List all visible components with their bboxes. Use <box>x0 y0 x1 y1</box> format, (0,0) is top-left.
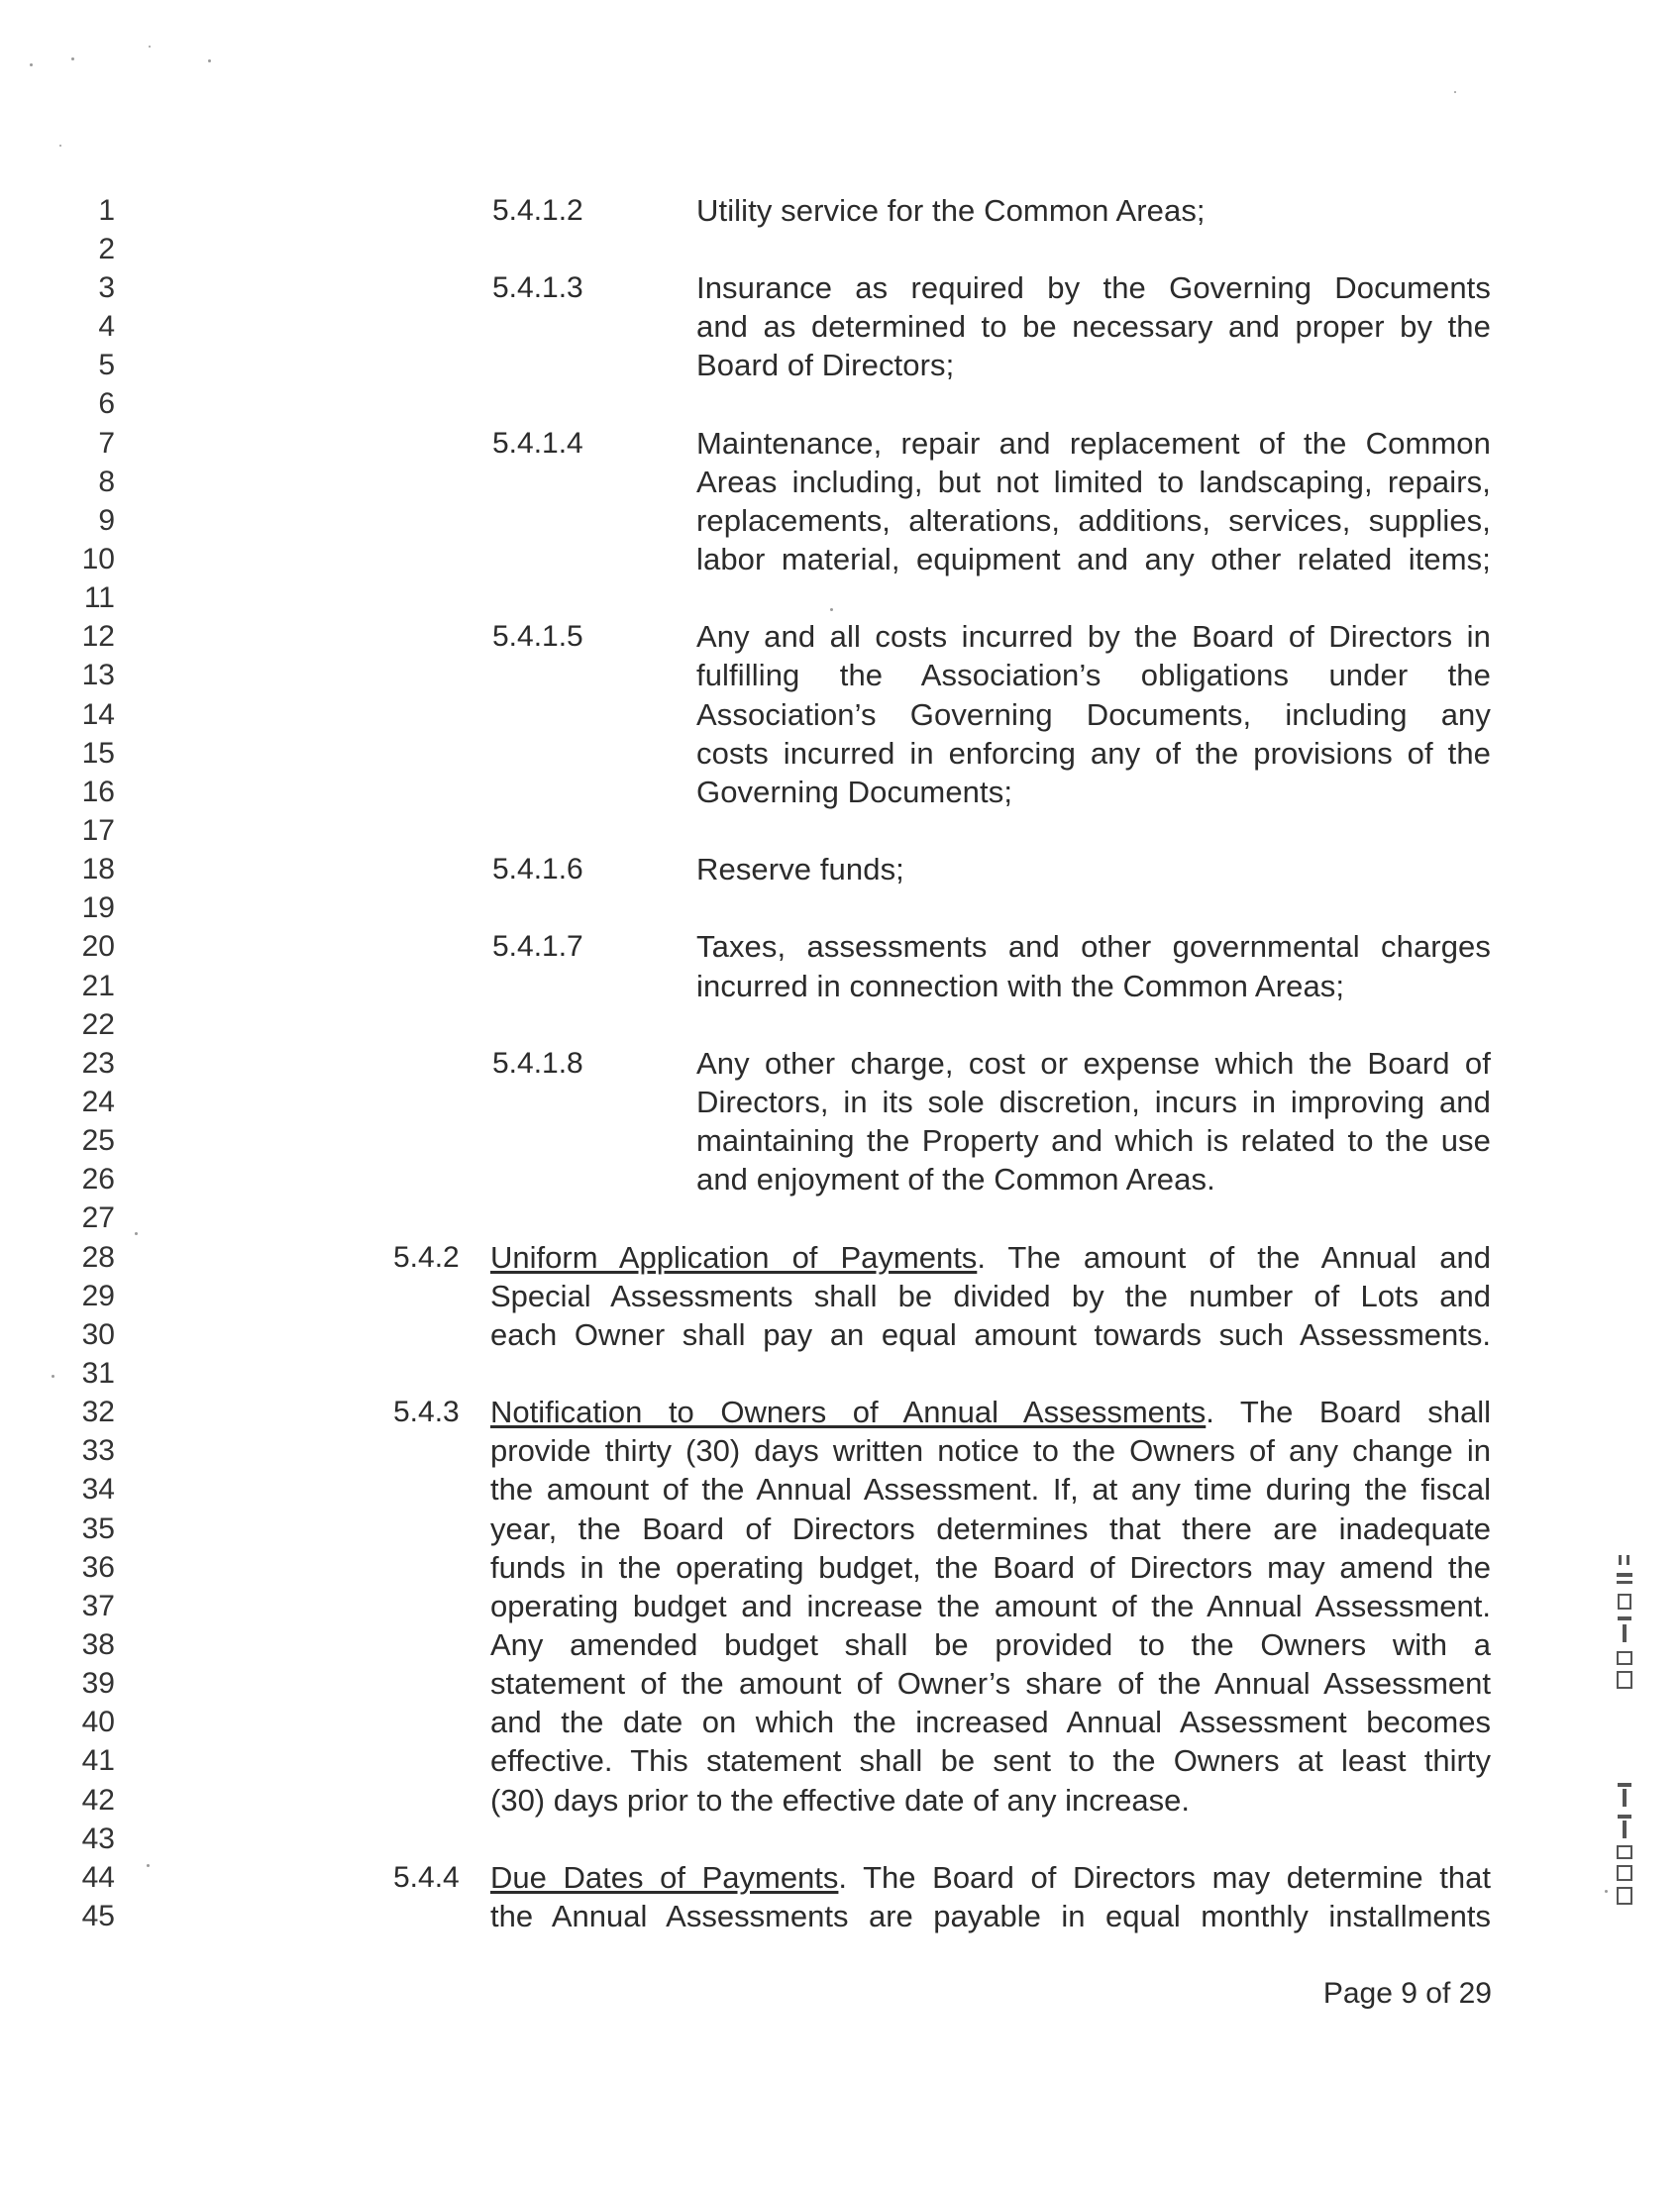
line-number: 40 <box>81 1706 115 1738</box>
line-number: 19 <box>81 891 115 924</box>
line-number: 20 <box>81 930 115 963</box>
line-number: 44 <box>81 1861 115 1894</box>
subitem-text-line: Association’s Governing Documents, including any <box>696 697 1491 732</box>
section-number: 5.4.4 <box>393 1861 460 1894</box>
line-number: 30 <box>81 1318 115 1351</box>
line-number: 8 <box>98 466 115 498</box>
line-number: 43 <box>81 1822 115 1855</box>
section-heading: Notification to Owners of Annual Assessments <box>490 1395 1207 1429</box>
section-first-line <box>490 1238 1491 1277</box>
subitem-text-line: Areas including, but not limited to landscaping, repairs, <box>696 465 1491 499</box>
scan-speck <box>208 59 211 62</box>
section-text-line: the Annual Assessments are payable in equal monthly installments <box>490 1899 1491 1933</box>
subitem-text-line: replacements, alterations, additions, services, supplies, <box>696 503 1491 538</box>
subitem-text-line: Board of Directors; <box>696 348 955 382</box>
subitem-text-line: fulfilling the Association’s obligations under the <box>696 658 1491 692</box>
line-number: 3 <box>98 271 115 304</box>
subitem-text-line: Reserve funds; <box>696 852 904 886</box>
section-text-line: and the date on which the increased Annual Assessment becomes <box>490 1705 1491 1739</box>
section-heading: Uniform Application of Payments <box>490 1240 978 1275</box>
line-number: 28 <box>81 1241 115 1274</box>
subitem-text-line: costs incurred in enforcing any of the provisions of the <box>696 736 1491 771</box>
section-text-line: Special Assessments shall be divided by the number of Lots and <box>490 1279 1491 1313</box>
subitem-text-line: labor material, equipment and any other related items; <box>696 542 1491 576</box>
section-text-line: statement of the amount of Owner’s share of the Annual Assessment <box>490 1666 1491 1701</box>
line-number: 24 <box>81 1086 115 1118</box>
line-number: 31 <box>81 1357 115 1390</box>
line-number: 37 <box>81 1590 115 1622</box>
subitem-text-line: Maintenance, repair and replacement of the Common <box>696 426 1491 461</box>
section-number: 5.4.3 <box>393 1396 460 1428</box>
line-number: 25 <box>81 1124 115 1157</box>
line-number: 10 <box>81 543 115 575</box>
section-text-line: (30) days prior to the effective date of any increase. <box>490 1783 1190 1818</box>
line-number: 17 <box>81 814 115 847</box>
recording-stamp-mark <box>1605 1555 1644 1922</box>
section-text-line: each Owner shall pay an equal amount towards such Assessments. <box>490 1317 1491 1352</box>
subitem-text-line: and as determined to be necessary and proper by the <box>696 309 1491 344</box>
section-first-line-text: . The amount of the Annual and <box>977 1240 1491 1275</box>
line-number: 22 <box>81 1008 115 1041</box>
scan-speck <box>71 57 74 60</box>
subitem-number: 5.4.1.2 <box>492 194 583 227</box>
subitem-number: 5.4.1.8 <box>492 1047 583 1080</box>
line-number: 12 <box>81 620 115 653</box>
line-number: 21 <box>81 970 115 1002</box>
line-number: 38 <box>81 1628 115 1661</box>
line-number: 34 <box>81 1473 115 1506</box>
line-number: 27 <box>81 1201 115 1234</box>
subitem-text-line: maintaining the Property and which is related to the use <box>696 1123 1491 1158</box>
section-text-line: Any amended budget shall be provided to the Owners with a <box>490 1627 1491 1662</box>
line-number: 6 <box>98 387 115 420</box>
scan-speck <box>52 1375 54 1378</box>
scan-speck <box>30 63 33 66</box>
line-number: 36 <box>81 1551 115 1584</box>
scan-speck <box>59 145 61 147</box>
line-number: 33 <box>81 1434 115 1467</box>
subitem-number: 5.4.1.3 <box>492 271 583 304</box>
line-number: 39 <box>81 1667 115 1700</box>
scan-speck <box>135 1232 138 1235</box>
subitem-text-line: Taxes, assessments and other governmental charges <box>696 929 1491 964</box>
section-text-line: year, the Board of Directors determines that there are inadequate <box>490 1511 1491 1546</box>
scan-speck <box>147 1864 150 1867</box>
subitem-text-line: Any and all costs incurred by the Board of Directors in <box>696 619 1491 654</box>
line-number: 9 <box>98 504 115 537</box>
scan-speck <box>1605 1890 1608 1893</box>
subitem-number: 5.4.1.7 <box>492 930 583 963</box>
section-text-line: effective. This statement shall be sent to the Owners at least thirty <box>490 1743 1491 1778</box>
subitem-text-line: Directors, in its sole discretion, incurs in improving and <box>696 1085 1491 1119</box>
line-number: 26 <box>81 1163 115 1196</box>
section-text-line: provide thirty (30) days written notice to the Owners of any change in <box>490 1433 1491 1468</box>
section-first-line-text: . The Board of Directors may determine that <box>838 1860 1491 1895</box>
subitem-text-line: Insurance as required by the Governing Documents <box>696 270 1491 305</box>
line-number: 18 <box>81 853 115 885</box>
section-first-line <box>490 1858 1491 1897</box>
line-number: 1 <box>98 194 115 227</box>
scan-speck <box>1454 91 1456 93</box>
subitem-text-line: Any other charge, cost or expense which the Board of <box>696 1046 1491 1081</box>
section-text-line: funds in the operating budget, the Board of Directors may amend the <box>490 1550 1491 1585</box>
section-first-line-text: . The Board shall <box>1206 1395 1491 1429</box>
subitem-number: 5.4.1.6 <box>492 853 583 885</box>
line-number: 2 <box>98 233 115 265</box>
section-number: 5.4.2 <box>393 1241 460 1274</box>
subitem-text-line: Governing Documents; <box>696 775 1013 809</box>
section-text-line: the amount of the Annual Assessment. If, at any time during the fiscal <box>490 1472 1491 1507</box>
line-number: 29 <box>81 1280 115 1312</box>
section-text-line: operating budget and increase the amount of the Annual Assessment. <box>490 1589 1491 1623</box>
subitem-text-line: and enjoyment of the Common Areas. <box>696 1162 1215 1197</box>
line-number: 15 <box>81 737 115 770</box>
section-first-line <box>490 1393 1491 1431</box>
line-number: 45 <box>81 1900 115 1932</box>
subitem-text-line: Utility service for the Common Areas; <box>696 193 1206 228</box>
line-number: 32 <box>81 1396 115 1428</box>
line-number: 7 <box>98 427 115 460</box>
scan-speck <box>830 608 833 611</box>
line-number: 11 <box>83 581 115 614</box>
page-number: Page 9 of 29 <box>1322 1977 1492 2010</box>
line-number: 35 <box>81 1512 115 1545</box>
section-heading: Due Dates of Payments <box>490 1860 839 1895</box>
line-number: 14 <box>81 698 115 731</box>
scan-speck <box>149 46 151 48</box>
line-number: 41 <box>81 1744 115 1777</box>
line-number: 42 <box>81 1784 115 1817</box>
subitem-text-line: incurred in connection with the Common Areas; <box>696 969 1345 1003</box>
line-number: 4 <box>98 310 115 343</box>
line-number: 5 <box>98 349 115 381</box>
line-number: 13 <box>81 659 115 691</box>
subitem-number: 5.4.1.4 <box>492 427 583 460</box>
subitem-number: 5.4.1.5 <box>492 620 583 653</box>
line-number: 16 <box>81 776 115 808</box>
line-number: 23 <box>81 1047 115 1080</box>
